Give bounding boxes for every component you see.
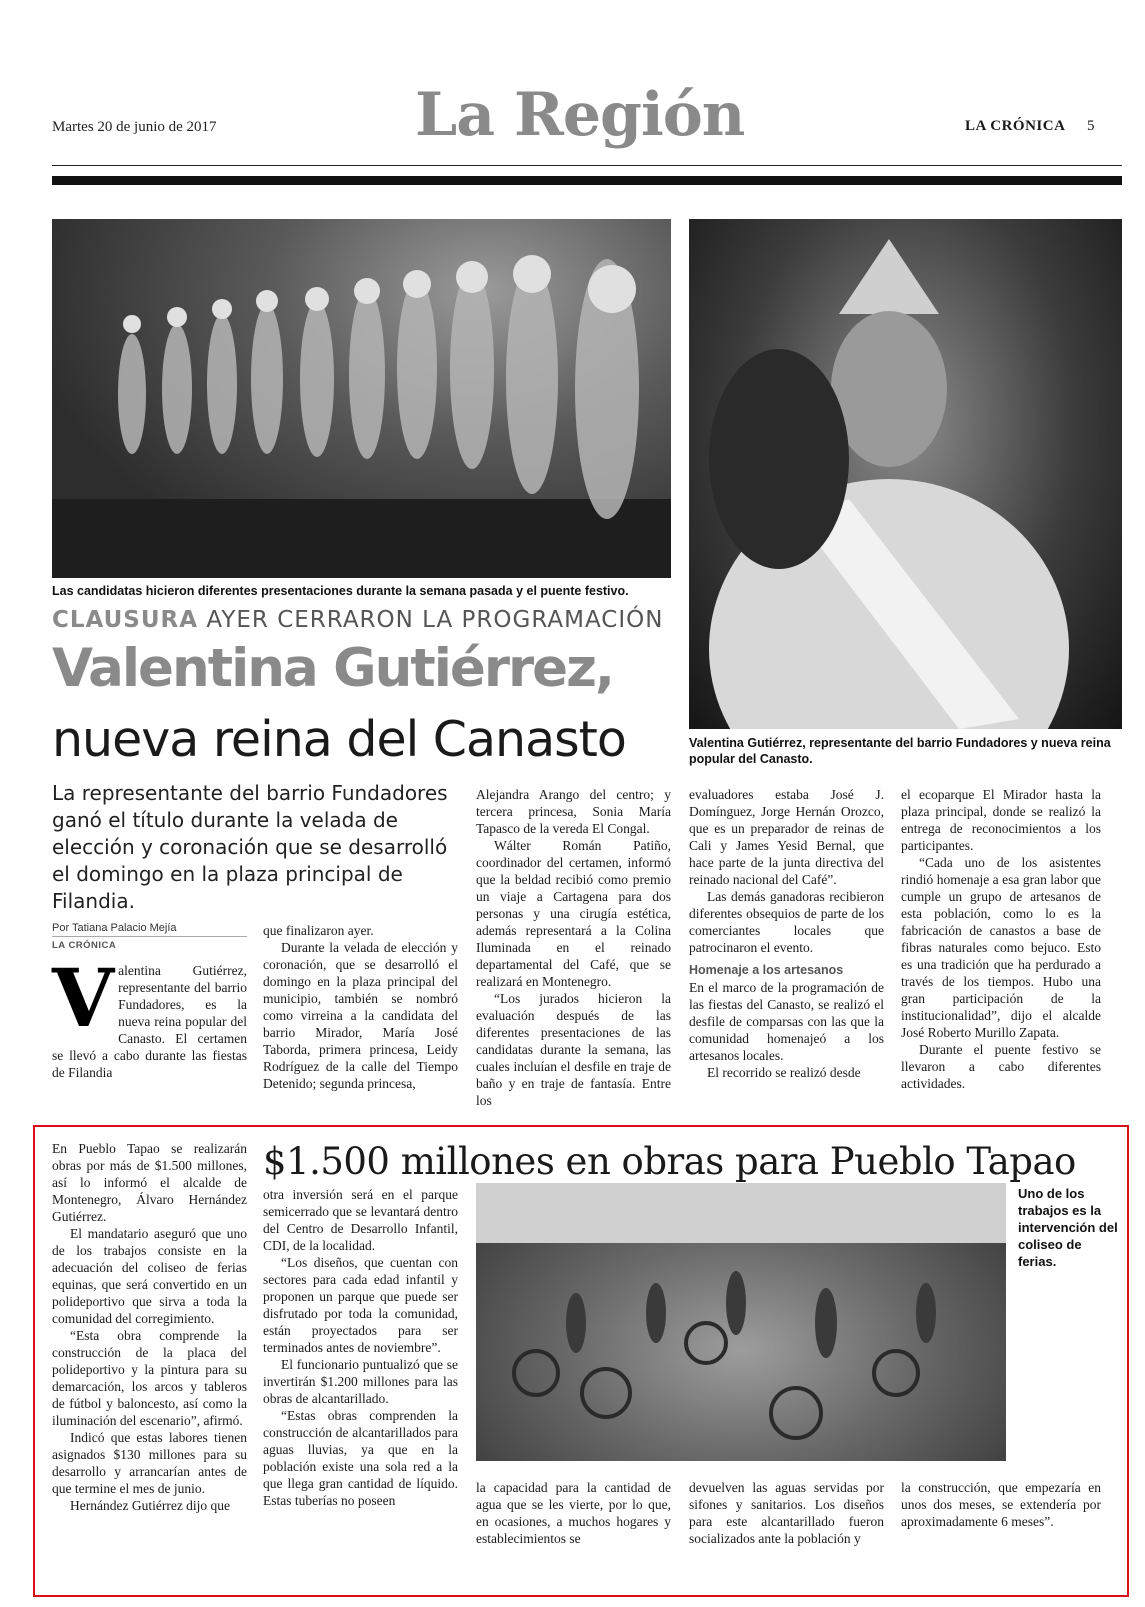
coliseo-photo-illustration: [476, 1183, 1006, 1461]
queen-photo-caption: Valentina Gutiérrez, representante del barrio Fundadores y nueva reina popular del Canasto.: [689, 736, 1111, 766]
paragraph: Las demás ganadoras recibieron diferentes obsequios de parte de los comerciantes locales que patrocinaron el evento.: [689, 889, 884, 955]
article1-column-2: [263, 922, 458, 1092]
byline-org: LA CRÓNICA: [52, 940, 117, 951]
section-title: La Región: [415, 80, 745, 150]
paragraph: El funcionario puntualizó que se invertirán $1.200 millones para las obras de alcantarillado.: [263, 1357, 458, 1406]
article1-column-5: [901, 786, 1101, 1092]
dropcap-letter: V: [52, 951, 115, 1045]
header-rule-thin: [52, 165, 1122, 166]
article-kicker: [52, 607, 663, 633]
paragraph: que finalizaron ayer.: [263, 923, 374, 938]
paragraph: evaluadores estaba José J. Domínguez, Jorge Hernán Orozco, que es un preparador de reinas de Cali y James Yesid Bernal, que hace parte de la junta directiva del reinado nacional del Café”.: [689, 787, 884, 887]
headline-line2: nueva reina del Canasto: [52, 711, 626, 768]
paragraph: Wálter Román Patiño, coordinador del certamen, informó que la beldad recibió como premio un viaje a Cartagena para dos personas y una cirugía estética, además representará a la Colina Iluminada en el reinado departamental del Café, que se realizará en Montenegro.: [476, 838, 671, 989]
paragraph: devuelven las aguas servidas por sifones y sanitarios. Los diseños para este alcantarillado fueron socializados ante la población y: [689, 1480, 884, 1546]
kicker-label: CLAUSURA: [52, 607, 199, 633]
article2-headline: $1.500 millones en obras para Pueblo Tapao: [263, 1140, 1076, 1183]
paragraph: “Los diseños, que cuentan con sectores para cada edad infantil y proponen un parque que puede ser disfrutado por toda la comunidad, están proyectados para ser terminados antes de noviembre”.: [263, 1255, 458, 1355]
candidates-photo-caption: Las candidatas hicieron diferentes presentaciones durante la semana pasada y el puente festivo.: [52, 584, 629, 598]
coliseo-photo: [476, 1183, 1006, 1461]
paragraph: Durante la velada de elección y coronación, que se desarrolló el domingo en la plaza principal del municipio, también se nombró como virreina a la candidata del barrio Mirador, María José Taborda, primera princesa, Leidy Rodríguez de la calle del Tiempo Detenido; segunda princesa,: [263, 940, 458, 1091]
subhead: Homenaje a los artesanos: [689, 963, 844, 977]
issue-date: Martes 20 de junio de 2017: [52, 119, 217, 135]
coliseo-photo-caption: Uno de los trabajos es la intervención del coliseo de ferias.: [1018, 1186, 1118, 1269]
article2-column-1: [52, 1140, 247, 1514]
paragraph: En el marco de la programación de las fiestas del Canasto, se realizó el desfile de comparsas con las que la comunidad homenajeó a los artesanos locales.: [689, 980, 884, 1063]
article1-column-4: [689, 786, 884, 1081]
paragraph: En Pueblo Tapao se realizarán obras por más de $1.500 millones, así lo informó el alcalde de Montenegro, Álvaro Hernández Gutiérrez.: [52, 1141, 247, 1224]
paragraph: otra inversión será en el parque semicerrado que se levantará dentro del Centro de Desarrollo Infantil, CDI, de la localidad.: [263, 1187, 458, 1253]
queen-photo: [689, 219, 1122, 729]
paragraph: Durante el puente festivo se llevaron a cabo diferentes actividades.: [901, 1042, 1101, 1091]
paragraph: “Esta obra comprende la construcción de la placa del polideportivo y la pintura para su demarcación, los arcos y tableros de fútbol y baloncesto, así como la iluminación del escenario”, afirmó.: [52, 1328, 247, 1428]
paragraph: la construcción, que empezaría en unos dos meses, se extendería por aproximadamente 6 meses”.: [901, 1480, 1101, 1529]
paragraph: “Estas obras comprenden la construcción de alcantarillados para aguas lluvias, ya que en la población existe una sola red a la que llega gran cantidad de líquido. Estas tuberías no poseen: [263, 1408, 458, 1508]
byline: Por Tatiana Palacio Mejía: [52, 922, 247, 937]
kicker-text: AYER CERRARON LA PROGRAMACIÓN: [206, 607, 664, 633]
paragraph: “Los jurados hicieron la evaluación después de las diferentes presentaciones de las candidatas durante la semana, las cuales incluían el desfile en traje de baño y en traje de fantasía. Entre los: [476, 991, 671, 1108]
candidates-photo-illustration: [52, 219, 671, 578]
paragraph: El recorrido se realizó desde: [707, 1065, 861, 1080]
article-deck: La representante del barrio Fundadores ganó el título durante la velada de elección y coronación que se desarrolló el domingo en la plaza principal de Filandia.: [52, 781, 448, 913]
paragraph: la capacidad para la cantidad de agua que se les vierte, por lo que, en ocasiones, a muchos hogares y establecimientos se: [476, 1480, 671, 1546]
header-rule-thick: [52, 176, 1122, 185]
article2-column-4: [689, 1479, 884, 1547]
article2-column-2: [263, 1186, 458, 1509]
paragraph: el ecoparque El Mirador hasta la plaza principal, donde se realizó la entrega de reconocimientos a los participantes.: [901, 787, 1101, 853]
candidates-photo: [52, 219, 671, 578]
article2-column-5: [901, 1479, 1101, 1530]
paragraph: Indicó que estas labores tienen asignados $130 millones para su desarrollo y arrancarían antes de que termine el mes de junio.: [52, 1430, 247, 1496]
article1-column-1: [52, 951, 247, 1081]
newspaper-brand: LA CRÓNICA: [965, 118, 1066, 134]
headline-line1: Valentina Gutiérrez,: [52, 638, 614, 699]
queen-photo-illustration: [689, 219, 1122, 729]
paragraph: Hernández Gutiérrez dijo que: [70, 1498, 231, 1513]
paragraph: “Cada uno de los asistentes rindió homenaje a esa gran labor que cumple un grupo de artesanos de esta población, como lo es la fabricación de canastos a base de fibras naturales como bejuco. Esto es una tradición que ha perdurado a través de los tiempos. Hubo una gran participación de la institucionalidad”, dijo el alcalde José Roberto Murillo Zapata.: [901, 855, 1101, 1040]
article2-column-3: [476, 1479, 671, 1547]
article1-column-3: [476, 786, 671, 1109]
paragraph: Alejandra Arango del centro; y tercera princesa, Sonia María Tapasco de la vereda El Congal.: [476, 787, 671, 836]
paragraph: alentina Gutiérrez, representante del barrio Fundadores, es la nueva reina popular del Canasto. El certamen se llevó a cabo durante las fiestas de Filandia: [52, 963, 247, 1080]
paragraph: El mandatario aseguró que uno de los trabajos consiste en la adecuación del coliseo de ferias equinas, que será convertido en un polideportivo que sirva a toda la comunidad del corregimiento.: [52, 1226, 247, 1326]
page-number: 5: [1087, 118, 1095, 134]
